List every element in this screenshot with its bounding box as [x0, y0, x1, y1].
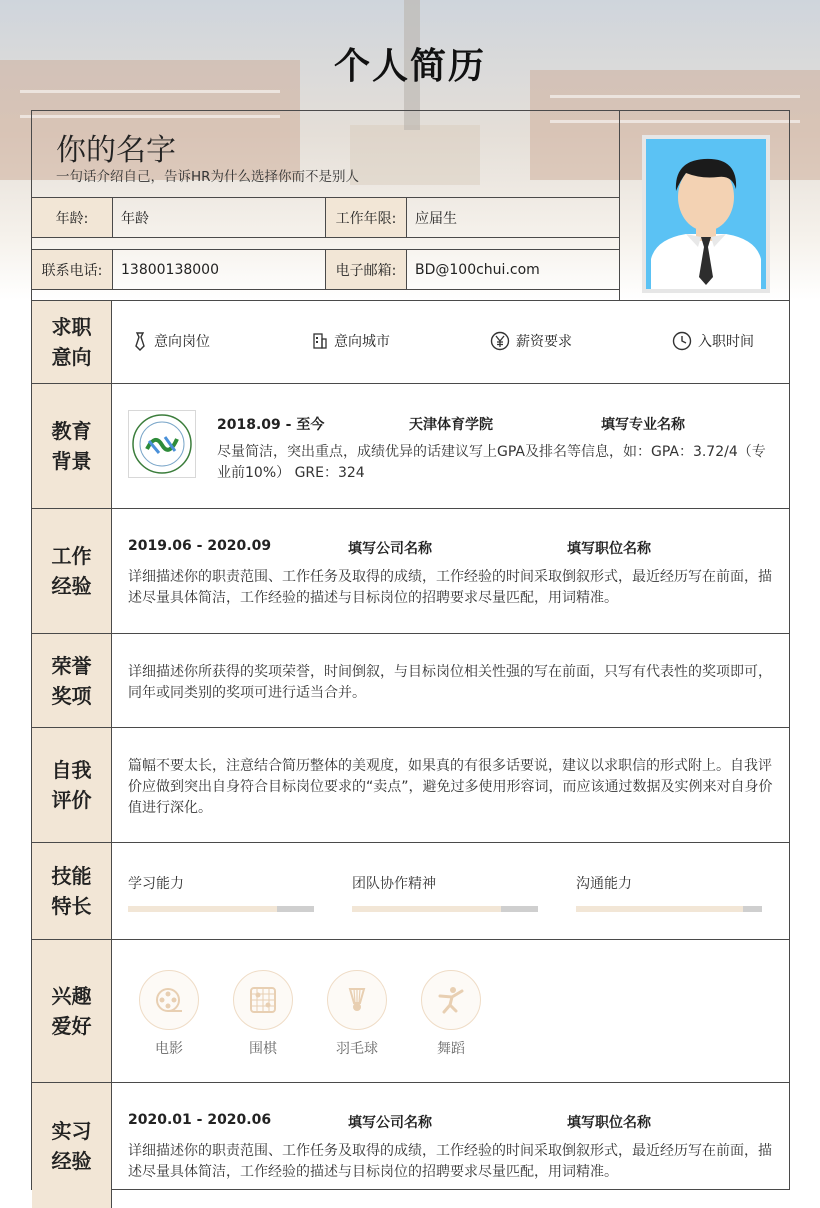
section-label — [32, 634, 112, 727]
intent-salary — [490, 301, 572, 381]
internship-period: 2020.01 - 2020.06 — [128, 1112, 272, 1128]
yen-icon — [490, 331, 510, 351]
section-label — [32, 509, 112, 633]
hobby-item — [326, 970, 388, 1058]
section-label — [32, 301, 112, 383]
hobby-name: 舞蹈 — [437, 1041, 465, 1057]
hobby-item — [232, 970, 294, 1058]
skill-fill — [576, 906, 743, 912]
skill-name: 团队协作精神 — [352, 876, 436, 892]
section-work-experience — [32, 509, 789, 634]
email-value: BD@100chui.com — [415, 261, 540, 278]
intent-label: 意向岗位 — [154, 334, 210, 350]
page-title: 个人简历 — [333, 46, 486, 87]
section-label — [32, 384, 112, 508]
hobby-name: 围棋 — [249, 1041, 277, 1057]
resume-table — [31, 110, 790, 1190]
phone-label: 联系电话: — [32, 250, 112, 289]
section-label — [32, 843, 112, 939]
age-label: 年龄: — [32, 198, 112, 237]
work-position: 填写职位名称 — [567, 541, 651, 557]
self-evaluation-description: 篇幅不要太长，注意结合简历整体的美观度，如果真的有很多话要说，建议以求职信的形式附上。自我评价应做到突出自身符合目标岗位要求的“卖点”，避免过多使用形容词，而应该通过数据及实例来对自身价值进行深化。 — [128, 758, 773, 816]
section-hobbies — [32, 940, 789, 1083]
hobby-item — [138, 970, 200, 1058]
window-row — [20, 90, 280, 93]
section-label — [32, 728, 112, 842]
work-years-value: 应届生 — [415, 210, 457, 227]
section-title: 自我评价 — [51, 758, 92, 812]
candidate-name: 你的名字 — [56, 133, 176, 168]
avatar-icon — [646, 139, 766, 289]
age-value: 年龄 — [121, 210, 149, 227]
building-icon — [312, 332, 328, 350]
hobby-name: 羽毛球 — [336, 1041, 378, 1057]
education-school: 天津体育学院 — [409, 417, 493, 433]
divider — [619, 111, 620, 301]
section-skills — [32, 843, 789, 940]
intent-label: 意向城市 — [334, 334, 390, 350]
work-company: 填写公司名称 — [348, 541, 432, 557]
email-label: 电子邮箱: — [326, 250, 406, 289]
clock-icon — [672, 331, 692, 351]
section-title: 兴趣爱好 — [51, 984, 92, 1038]
intent-city — [312, 301, 390, 381]
education-description: 尽量简洁，突出重点，成绩优异的话建议写上GPA及排名等信息，如：GPA：3.72/4（专业前10%） GRE：324 — [217, 444, 766, 481]
skill-name: 学习能力 — [128, 876, 184, 892]
skill-name: 沟通能力 — [576, 876, 632, 892]
honors-description: 详细描述你所获得的奖项荣誉，时间倒叙，与目标岗位相关性强的写在前面，只写有代表性的奖项即可，同年或同类别的奖项可进行适当合并。 — [128, 664, 772, 701]
hobby-name: 电影 — [155, 1041, 183, 1057]
section-honors — [32, 634, 789, 728]
section-education — [32, 384, 789, 509]
badminton-icon — [342, 985, 372, 1015]
section-self-evaluation — [32, 728, 789, 843]
skill-fill — [352, 906, 501, 912]
internship-position: 填写职位名称 — [567, 1115, 651, 1131]
section-title: 技能特长 — [51, 864, 92, 918]
section-title: 教育背景 — [51, 419, 92, 473]
intent-position — [132, 301, 210, 381]
education-period: 2018.09 - 至今 — [217, 417, 325, 433]
section-title: 工作经验 — [51, 544, 92, 598]
skill-bar — [352, 906, 538, 912]
internship-company: 填写公司名称 — [348, 1115, 432, 1131]
section-title: 求职意向 — [51, 315, 92, 369]
skill-item — [128, 873, 314, 912]
profile-header — [32, 111, 789, 301]
section-label — [32, 1083, 112, 1208]
hobby-icon-circle — [233, 970, 293, 1030]
phone-value: 13800138000 — [121, 261, 219, 278]
tie-icon — [132, 331, 148, 351]
skill-item — [576, 873, 762, 912]
school-emblem-icon — [129, 411, 195, 477]
go-board-icon — [248, 985, 278, 1015]
hobby-item — [420, 970, 482, 1058]
section-title: 荣誉奖项 — [51, 653, 92, 708]
work-period: 2019.06 - 2020.09 — [128, 538, 272, 554]
section-internship — [32, 1083, 789, 1208]
intent-start-date — [672, 301, 754, 381]
window-row — [550, 95, 800, 98]
skill-item — [352, 873, 538, 912]
candidate-tagline: 一句话介绍自己，告诉HR为什么选择你而不是别人 — [56, 169, 360, 185]
intent-label: 薪资要求 — [516, 334, 572, 350]
film-icon — [154, 985, 184, 1015]
hobby-icon-circle — [327, 970, 387, 1030]
work-years-label: 工作年限: — [326, 198, 406, 237]
work-description: 详细描述你的职责范围、工作任务及取得的成绩，工作经验的时间采取倒叙形式，最近经历写在前面，描述尽量具体简洁，工作经验的描述与目标岗位的招聘要求尽量匹配，用词精准。 — [128, 569, 772, 606]
intent-label: 入职时间 — [698, 334, 754, 350]
avatar — [642, 135, 770, 293]
section-title: 实习经验 — [51, 1118, 92, 1173]
school-logo — [128, 410, 196, 478]
hobby-icon-circle — [421, 970, 481, 1030]
dance-icon — [436, 985, 466, 1015]
hobby-icon-circle — [139, 970, 199, 1030]
education-major: 填写专业名称 — [601, 417, 685, 433]
section-label — [32, 940, 112, 1082]
internship-description: 详细描述你的职责范围、工作任务及取得的成绩，工作经验的时间采取倒叙形式，最近经历写在前面，描述尽量具体简洁，工作经验的描述与目标岗位的招聘要求尽量匹配，用词精准。 — [128, 1143, 772, 1180]
skill-bar — [576, 906, 762, 912]
skill-fill — [128, 906, 277, 912]
section-job-intent — [32, 301, 789, 384]
skill-bar — [128, 906, 314, 912]
